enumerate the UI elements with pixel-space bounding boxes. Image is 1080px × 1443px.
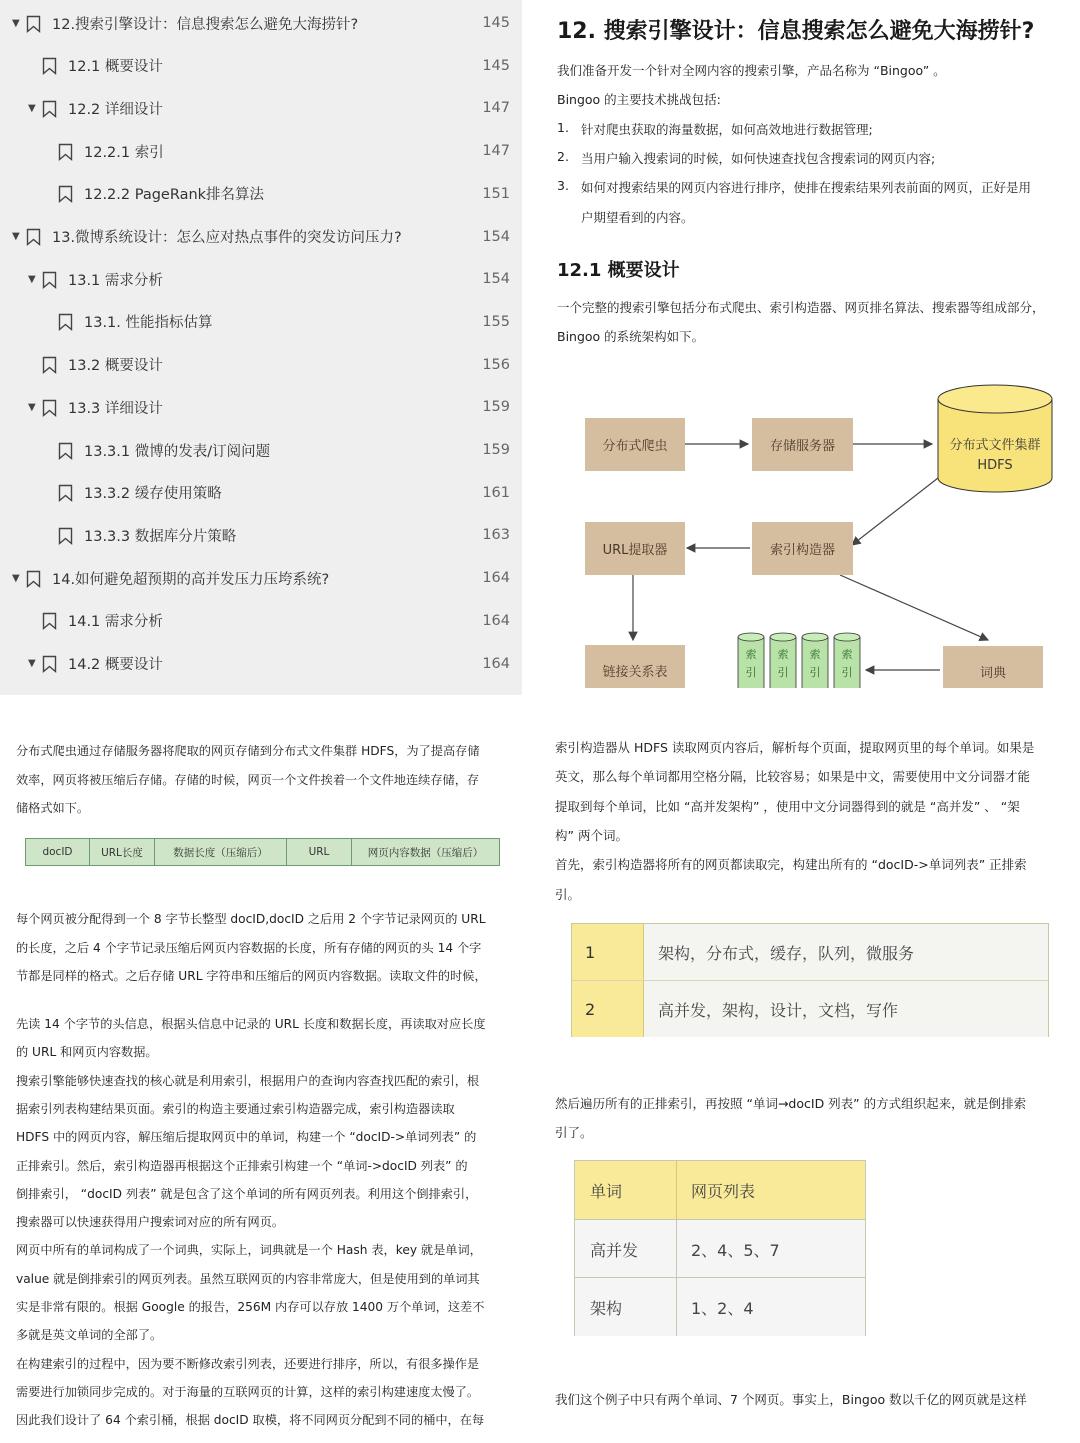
bookmark-icon xyxy=(26,570,40,587)
bookmark-icon xyxy=(42,356,56,373)
text-line: 倒排索引， “docID 列表” 就是包含了这个单词的所有网页列表。利用这个倒排索引， xyxy=(16,1186,478,1201)
toc-item-page: 156 xyxy=(482,356,510,373)
toc-item[interactable] xyxy=(0,216,522,258)
bookmark-icon xyxy=(42,100,56,117)
toc-item-title: 12.2.2 PageRank排名算法 xyxy=(84,187,265,204)
forward-word-list: 高并发，架构，设计，文档，写作 xyxy=(644,981,1048,1037)
text-line: 的 URL 和网页内容数据。 xyxy=(16,1045,158,1060)
toc-item[interactable] xyxy=(0,386,522,428)
architecture-diagram xyxy=(540,0,1080,688)
storage-box: 存储服务器 xyxy=(752,418,853,471)
toc-item-page: 147 xyxy=(482,100,510,117)
toc-item-page: 145 xyxy=(482,57,510,74)
index-label: 索 xyxy=(745,648,757,661)
toc-item-title: 13.1 需求分析 xyxy=(68,272,163,289)
bookmark-icon xyxy=(58,442,72,459)
text-line: 实是非常有限的。根据 Google 的报告，256M 内存可以存放 1400 万个单词，这差不 xyxy=(16,1300,485,1314)
table-row xyxy=(575,1277,865,1336)
section-heading: 12.1 概要设计 xyxy=(557,260,680,281)
list-number-3: 3. xyxy=(557,178,569,193)
index-label: 引 xyxy=(745,666,757,679)
list-item-3-cont: 户期望看到的内容。 xyxy=(581,210,694,225)
bookmark-icon xyxy=(42,399,56,416)
index-label: 引 xyxy=(777,666,789,679)
text-line: 搜索引擎能够快速查找的核心就是利用索引，根据用户的查询内容查找匹配的索引，根 xyxy=(16,1073,480,1088)
format-col-url: URL xyxy=(287,839,352,865)
text-line: 因此我们设计了 64 个索引桶，根据 docID 取模，将不同网页分配到不同的桶中，在每 xyxy=(16,1413,485,1428)
arrow-dfs-indexer xyxy=(852,478,938,545)
toc-item-page: 164 xyxy=(482,655,510,672)
bookmark-icon xyxy=(58,313,72,330)
bookmark-icon xyxy=(58,527,72,544)
text-line: 搜索器可以快速获得用户搜索词对应的所有网页。 xyxy=(16,1215,285,1230)
page-heading: 12. 搜索引擎设计：信息搜索怎么避免大海捞针? xyxy=(557,19,1035,44)
format-col-docid: docID xyxy=(26,839,90,865)
forward-word-list: 架构，分布式，缓存，队列，微服务 xyxy=(644,924,1048,980)
arrow-indexer-dict xyxy=(840,575,988,640)
text-line: 网页中所有的单词构成了一个词典，实际上，词典就是一个 Hash 表，key 就是单词， xyxy=(16,1243,482,1258)
table-row xyxy=(575,1219,865,1278)
bookmark-icon xyxy=(58,143,72,160)
forward-doc-id: 1 xyxy=(572,924,644,980)
toc-item[interactable] xyxy=(0,45,522,87)
text-line: 提取到每个单词，比如 “高并发架构” ，使用中文分词器得到的就是 “高并发” 、 “架 xyxy=(555,798,1020,814)
list-item-1: 针对爬虫获取的海量数据，如何高效地进行数据管理; xyxy=(581,122,873,137)
storage-format-table xyxy=(25,838,500,866)
inverted-pages: 1、2、4 xyxy=(691,1298,754,1318)
expand-arrow-icon[interactable]: ▼ xyxy=(28,273,36,285)
text-line: 正排索引。然后，索引构造器再根据这个正排索引构建一个 “单词->docID 列表” 的 xyxy=(16,1158,468,1173)
url-extractor-box: URL提取器 xyxy=(585,522,685,575)
text-line: 然后遍历所有的正排索引，再按照 “单词→docID 列表” 的方式组织起来，就是倒排索 xyxy=(555,1096,1027,1111)
toc-item[interactable] xyxy=(0,301,522,343)
text-line: 的长度，之后 4 个字节记录压缩后网页内容数据的长度，所有存储的网页的头 14 个字 xyxy=(16,940,482,955)
expand-arrow-icon[interactable]: ▼ xyxy=(12,231,20,242)
inverted-word: 高并发 xyxy=(575,1220,677,1278)
toc-item-title: 12.1 概要设计 xyxy=(68,59,163,76)
footer-line: 我们这个例子中只有两个单词、7 个网页。事实上，Bingoo 数以千亿的网页就是这样 xyxy=(555,1392,1027,1407)
text-line: 据索引列表构建结果页面。索引的构造主要通过索引构造器完成，索引构造器读取 xyxy=(16,1101,455,1116)
table-row xyxy=(572,981,1048,1037)
text-line: 首先，索引构造器将所有的网页都读取完，构建出所有的 “docID->单词列表” 正排索 xyxy=(555,857,1027,873)
text-line: 每个网页被分配得到一个 8 字节长整型 docID,docID 之后用 2 个字节记录网页的 URL xyxy=(16,912,486,926)
toc-item-page: 151 xyxy=(482,185,510,202)
toc-item[interactable] xyxy=(0,643,522,685)
hdfs-label-1: 分布式文件集群 xyxy=(949,438,1041,453)
text-line: 在构建索引的过程中，因为要不断修改索引列表，还要进行排序，所以，有很多操作是 xyxy=(16,1356,480,1371)
toc-item-page: 155 xyxy=(482,313,510,330)
bookmark-icon xyxy=(42,612,56,629)
text-line: 需要进行加锁同步完成的。对于海量的互联网页的计算，这样的索引构建速度太慢了。 xyxy=(16,1384,480,1399)
toc-item-page: 147 xyxy=(482,143,510,160)
bookmark-icon xyxy=(58,185,72,202)
index-label: 引 xyxy=(809,666,821,679)
toc-item-title: 12.搜索引擎设计：信息搜索怎么避免大海捞针? xyxy=(52,16,359,33)
toc-item-title: 13.3.2 缓存使用策略 xyxy=(84,486,222,503)
text-line: 多就是英文单词的全部了。 xyxy=(16,1328,163,1343)
toc-item-page: 161 xyxy=(482,484,510,501)
toc-item-title: 14.如何避免超预期的高并发压力压垮系统? xyxy=(52,571,330,588)
text-line: 效率，网页将被压缩后存储。存储的时候，网页一个文件挨着一个文件地连续存储，存 xyxy=(16,772,480,787)
toc-panel xyxy=(0,0,522,695)
text-line: value 就是倒排索引的网页列表。虽然互联网页的内容非常庞大，但是使用到的单词其 xyxy=(16,1271,480,1286)
toc-item-title: 13.2 概要设计 xyxy=(68,358,163,375)
format-col-url-length: URL长度 xyxy=(90,839,155,865)
index-label: 索 xyxy=(841,648,853,661)
toc-item-title: 12.2 详细设计 xyxy=(68,101,163,118)
crawler-box: 分布式爬虫 xyxy=(585,418,685,471)
list-number-1: 1. xyxy=(557,120,569,135)
dictionary-box: 词典 xyxy=(943,646,1043,688)
index-label: 索 xyxy=(809,648,821,661)
toc-item[interactable] xyxy=(0,600,522,642)
toc-item-title: 14.2 概要设计 xyxy=(68,657,163,673)
inverted-index-table xyxy=(574,1160,866,1336)
toc-item[interactable] xyxy=(0,173,522,215)
list-number-2: 2. xyxy=(557,149,569,164)
toc-item-page: 154 xyxy=(482,271,510,288)
inverted-pages: 2、4、5、7 xyxy=(691,1240,780,1260)
section-para-2: Bingoo 的系统架构如下。 xyxy=(557,329,705,344)
bookmark-icon xyxy=(42,655,56,672)
bookmark-icon xyxy=(42,57,56,74)
header-word: 单词 xyxy=(575,1161,677,1219)
text-line: 构” 两个词。 xyxy=(555,827,628,843)
bookmark-icon xyxy=(26,15,40,32)
toc-item-title: 13.3.1 微博的发表/订阅问题 xyxy=(84,443,271,460)
section-para-1: 一个完整的搜索引擎包括分布式爬虫、索引构造器、网页排名算法、搜索器等组成部分， xyxy=(557,300,1045,315)
bookmark-icon xyxy=(58,484,72,501)
indexer-box: 索引构造器 xyxy=(752,522,853,575)
toc-item-page: 164 xyxy=(482,570,510,587)
toc-item-page: 154 xyxy=(482,228,510,245)
list-item-2: 当用户输入搜索词的时候，如何快速查找包含搜索词的网页内容; xyxy=(581,151,936,166)
index-label: 索 xyxy=(777,648,789,661)
toc-item-page: 159 xyxy=(482,399,510,416)
inverted-word: 架构 xyxy=(575,1278,677,1336)
link-table-box: 链接关系表 xyxy=(585,645,685,688)
toc-item-title: 12.2.1 索引 xyxy=(84,144,164,161)
text-line: 先读 14 个字节的头信息，根据头信息中记录的 URL 长度和数据长度，再读取对应长度 xyxy=(16,1017,486,1031)
hdfs-label-2: HDFS xyxy=(977,458,1013,473)
toc-item[interactable] xyxy=(0,87,522,129)
toc-item-page: 163 xyxy=(482,527,510,544)
header-page-list: 网页列表 xyxy=(691,1181,756,1201)
text-line: 节都是同样的格式。之后存储 URL 字符串和压缩后的网页内容数据。读取文件的时候， xyxy=(16,969,487,984)
expand-arrow-icon[interactable]: ▼ xyxy=(12,572,20,584)
toc-item-title: 13.3 详细设计 xyxy=(68,400,163,417)
forward-index-table xyxy=(571,923,1049,1037)
text-line: HDFS 中的网页内容，解压缩后提取网页中的单词，构建一个 “docID->单词列表” 的 xyxy=(16,1130,477,1145)
expand-arrow-icon[interactable]: ▼ xyxy=(28,102,36,114)
expand-arrow-icon[interactable]: ▼ xyxy=(12,17,20,29)
toc-item[interactable] xyxy=(0,514,522,556)
toc-item-title: 14.1 需求分析 xyxy=(68,614,163,631)
toc-item-page: 145 xyxy=(482,15,510,31)
text-line: 英文，那么每个单词都用空格分隔，比较容易；如果是中文，需要使用中文分词器才能 xyxy=(555,769,1031,785)
toc-item[interactable] xyxy=(0,258,522,300)
toc-item-title: 13.微博系统设计：怎么应对热点事件的突发访问压力? xyxy=(52,230,402,246)
intro-line-2: Bingoo 的主要技术挑战包括: xyxy=(557,92,721,107)
format-col-content: 网页内容数据（压缩后） xyxy=(352,839,499,865)
toc-item[interactable] xyxy=(0,429,522,471)
text-line: 分布式爬虫通过存储服务器将爬取的网页存储到分布式文件集群 HDFS，为了提高存储 xyxy=(16,744,480,758)
toc-item[interactable] xyxy=(0,557,522,599)
forward-doc-id: 2 xyxy=(572,981,644,1037)
table-row xyxy=(572,924,1048,980)
toc-item[interactable] xyxy=(0,2,522,44)
index-label: 引 xyxy=(841,666,853,679)
toc-item[interactable] xyxy=(0,130,522,172)
toc-item-page: 164 xyxy=(482,612,510,629)
toc-item[interactable] xyxy=(0,472,522,514)
text-line: 引。 xyxy=(555,886,581,902)
bookmark-icon xyxy=(42,271,56,288)
toc-item-page: 159 xyxy=(482,442,510,458)
table-header-row xyxy=(575,1161,865,1219)
doc-page-index xyxy=(540,716,1080,1443)
bookmark-icon xyxy=(26,228,40,245)
doc-page-search-engine xyxy=(540,0,1080,688)
expand-arrow-icon[interactable]: ▼ xyxy=(28,401,36,413)
doc-page-storage-format xyxy=(0,716,522,1443)
intro-line-1: 我们准备开发一个针对全网内容的搜索引擎，产品名称为 “Bingoo” 。 xyxy=(557,63,946,78)
format-col-data-length: 数据长度（压缩后） xyxy=(155,839,287,865)
list-item-3: 如何对搜索结果的网页内容进行排序，使排在搜索结果列表前面的网页，正好是用 xyxy=(581,180,1032,195)
toc-item-title: 13.3.3 数据库分片策略 xyxy=(84,528,237,545)
toc-item-title: 13.1. 性能指标估算 xyxy=(84,315,213,332)
text-line: 索引构造器从 HDFS 读取网页内容后，解析每个页面，提取网页里的每个单词。如果是 xyxy=(555,740,1035,755)
expand-arrow-icon[interactable]: ▼ xyxy=(28,658,36,669)
text-line: 储格式如下。 xyxy=(16,801,90,816)
toc-item[interactable] xyxy=(0,344,522,386)
text-line: 引了。 xyxy=(555,1125,593,1140)
